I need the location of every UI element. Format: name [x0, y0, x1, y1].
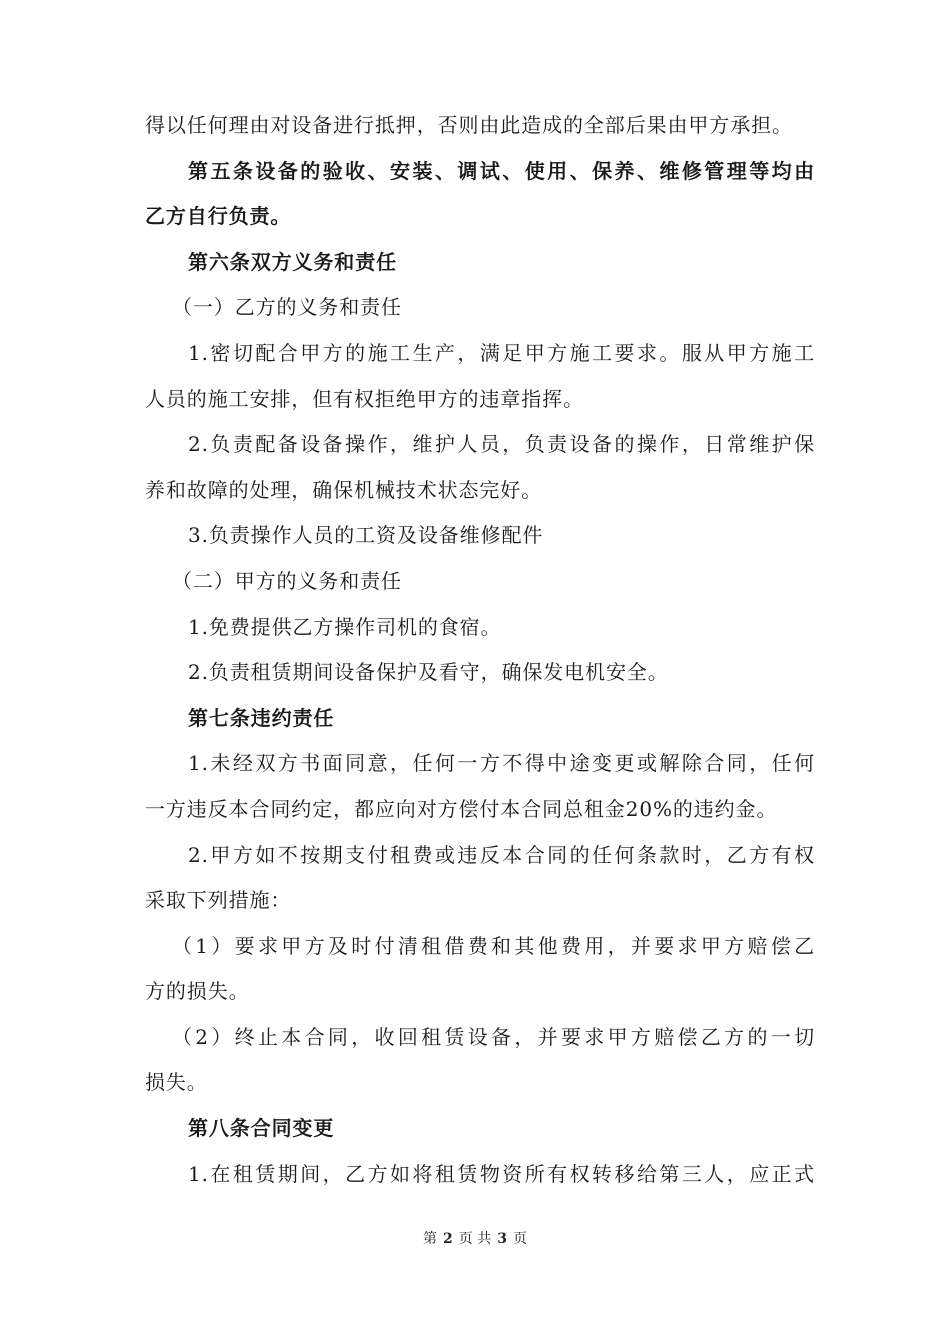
- article-heading-line: 乙方自行负责。: [145, 204, 292, 229]
- text-line: 采取下列措施：: [145, 888, 292, 913]
- text-line: 2.负责配备设备操作，维护人员，负责设备的操作，日常维护保: [188, 432, 815, 457]
- text-line: 人员的施工安排，但有权拒绝甲方的违章指挥。: [145, 386, 584, 411]
- footer-total-pages: 3: [497, 1231, 507, 1247]
- text-line: 得以任何理由对设备进行抵押，否则由此造成的全部后果由甲方承担。: [145, 113, 793, 137]
- text-line: （1）要求甲方及时付清租借费和其他费用，并要求甲方赔偿乙: [172, 933, 815, 958]
- page-footer: [0, 1228, 950, 1248]
- text-line: 2.负责租赁期间设备保护及看守，确保发电机安全。: [188, 660, 669, 685]
- text-line: 一方违反本合同约定，都应向对方偿付本合同总租金20%的违约金。: [145, 796, 778, 821]
- text-line: 1.未经双方书面同意，任何一方不得中途变更或解除合同，任何: [188, 751, 815, 776]
- text-line: 1.密切配合甲方的施工生产，满足甲方施工要求。服从甲方施工: [188, 340, 815, 365]
- text-line: 2.甲方如不按期支付租费或违反本合同的任何条款时，乙方有权: [188, 842, 815, 867]
- footer-prefix: 第: [423, 1231, 438, 1247]
- article-heading-line: 第五条设备的验收、安装、调试、使用、保养、维修管理等均由: [188, 158, 815, 183]
- text-line: 养和故障的处理，确保机械技术状态完好。: [145, 477, 543, 502]
- text-line: 方的损失。: [145, 979, 250, 1004]
- article-heading-line: 第六条双方义务和责任: [188, 249, 397, 274]
- footer-suffix: 页: [512, 1231, 527, 1247]
- text-line: 1.免费提供乙方操作司机的食宿。: [188, 614, 502, 639]
- document-body: [145, 103, 815, 1197]
- text-line: 损失。: [145, 1070, 208, 1095]
- article-heading-line: 第八条合同变更: [188, 1116, 335, 1141]
- footer-middle: 页 共: [458, 1231, 492, 1247]
- text-line: （2）终止本合同，收回租赁设备，并要求甲方赔偿乙方的一切: [172, 1024, 815, 1049]
- text-line: （二）甲方的义务和责任: [172, 568, 402, 593]
- text-line: （一）乙方的义务和责任: [172, 295, 402, 320]
- text-line: 3.负责操作人员的工资及设备维修配件: [188, 523, 544, 548]
- article-heading-line: 第七条违约责任: [188, 705, 335, 730]
- text-line: 1.在租赁期间，乙方如将租赁物资所有权转移给第三人，应正式: [188, 1161, 815, 1186]
- footer-current-page: 2: [443, 1231, 453, 1247]
